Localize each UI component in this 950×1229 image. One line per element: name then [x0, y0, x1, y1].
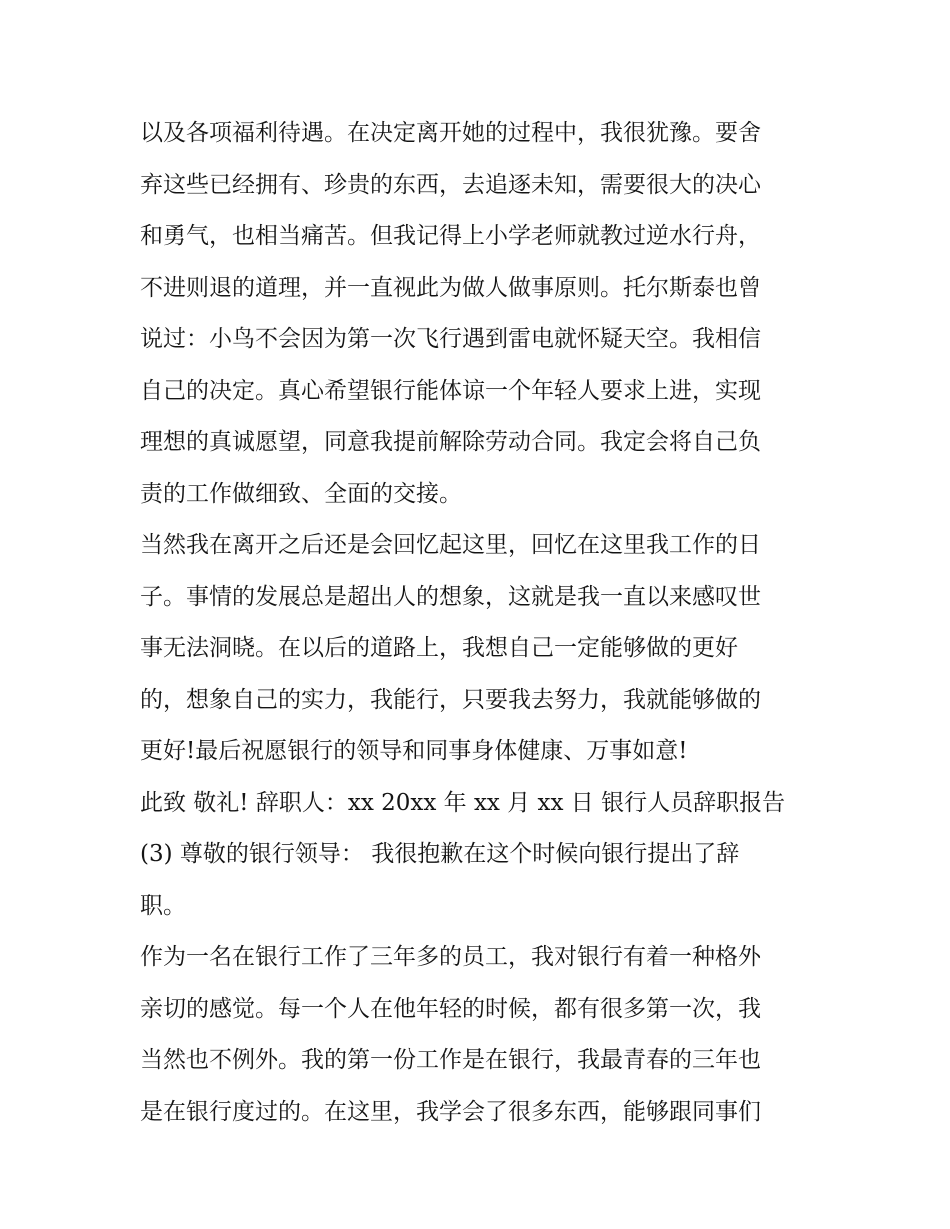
- text-line: 和勇气，也相当痛苦。但我记得上小学老师就教过逆水行舟，: [140, 223, 761, 249]
- text-line: (3) 尊敬的银行领导： 我很抱歉在这个时候向银行提出了辞: [140, 841, 740, 867]
- text-line: 子。事情的发展总是超出人的想象，这就是我一直以来感叹世: [140, 583, 761, 610]
- text-line: 不进则退的道理，并一直视此为做人做事原则。托尔斯泰也曾: [140, 274, 761, 301]
- text-line: 责的工作做细致、全面的交接。: [140, 480, 462, 507]
- text-line: 事无法洞晓。在以后的道路上，我想自己一定能够做的更好: [140, 635, 738, 661]
- text-line: 更好!最后祝愿银行的领导和同事身体健康、万事如意!: [140, 738, 688, 764]
- text-line: 当然我在离开之后还是会回忆起这里，回忆在这里我工作的日: [140, 532, 761, 558]
- text-line: 理想的真诚愿望，同意我提前解除劳动合同。我定会将自己负: [140, 429, 761, 455]
- text-line: 当然也不例外。我的第一份工作是在银行，我最青春的三年也: [140, 1047, 761, 1073]
- text-line: 自己的决定。真心希望银行能体谅一个年轻人要求上进，实现: [140, 377, 761, 404]
- text-line: 的，想象自己的实力，我能行，只要我去努力，我就能够做的: [140, 686, 761, 713]
- text-line: 作为一名在银行工作了三年多的员工，我对银行有着一种格外: [140, 944, 761, 970]
- text-line: 是在银行度过的。在这里，我学会了很多东西，能够跟同事们: [140, 1098, 761, 1125]
- text-line: 以及各项福利待遇。在决定离开她的过程中，我很犹豫。要舍: [140, 120, 761, 146]
- text-line: 职。: [140, 892, 186, 919]
- text-line: 弃这些已经拥有、珍贵的东西，去追逐未知，需要很大的决心: [140, 171, 761, 198]
- text-line: 此致 敬礼! 辞职人：xx 20xx 年 xx 月 xx 日 银行人员辞职报告: [140, 789, 786, 816]
- body-text: [140, 108, 820, 1138]
- text-line: 说过：小鸟不会因为第一次飞行遇到雷电就怀疑天空。我相信: [140, 326, 761, 352]
- text-line: 亲切的感觉。每一个人在他年轻的时候，都有很多第一次，我: [140, 995, 761, 1022]
